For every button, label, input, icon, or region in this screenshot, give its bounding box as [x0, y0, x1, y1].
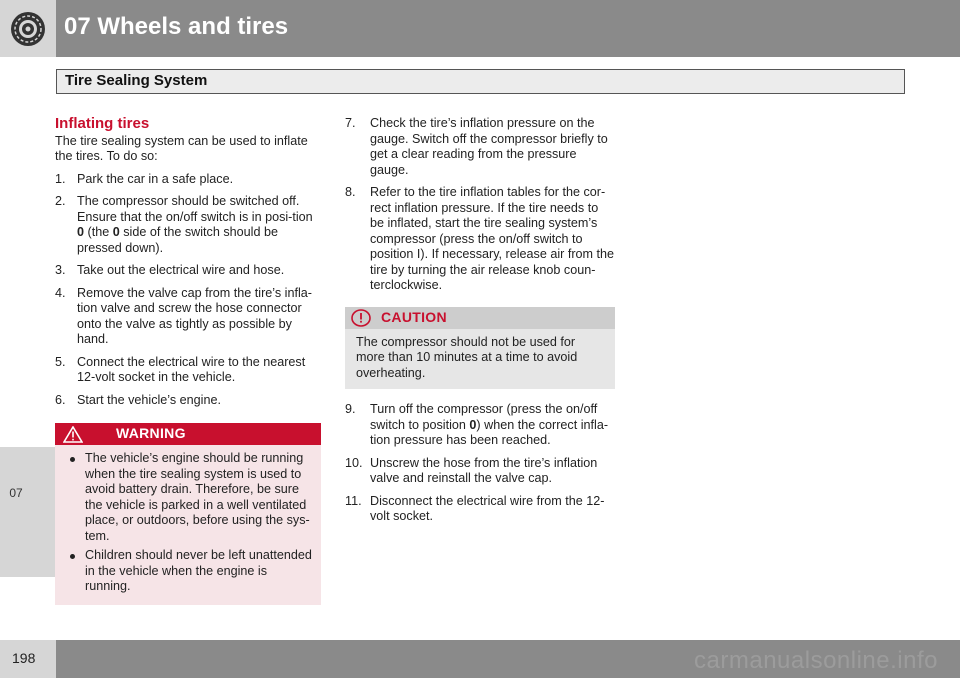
- left-column: [55, 116, 321, 605]
- chapter-side-tab-label: 07: [9, 486, 23, 500]
- caution-exclamation-icon: [351, 309, 371, 327]
- caution-box: [345, 307, 615, 390]
- list-item: 2. The compressor should be switched off. Ensure that the on/off switch is in posi-tion 0 (the 0 side of the switch should be pressed down).: [55, 194, 313, 255]
- warning-header: [55, 423, 321, 445]
- caution-header: [345, 307, 615, 329]
- list-item: 7. Check the tire’s inflation pressure on the gauge. Switch off the compressor briefly to get a clear reading from the pressure gauge.: [345, 116, 608, 177]
- section-heading: Inflating tires: [55, 115, 150, 132]
- list-item: 11. Disconnect the electrical wire from the 12-volt socket.: [345, 493, 605, 523]
- warning-triangle-icon: [63, 426, 83, 443]
- steps-list-left: [55, 172, 321, 409]
- list-item: 9. Turn off the compressor (press the on/off switch to position 0) when the correct infla-tion pressure has been reached.: [345, 402, 609, 447]
- warning-box: [55, 423, 321, 605]
- watermark-text: carmanualsonline.info: [694, 647, 938, 674]
- list-item: 4. Remove the valve cap from the tire’s infla-tion valve and screw the hose connector onto the valve as tightly as possible by hand.: [55, 285, 312, 346]
- chapter-side-tab[interactable]: [0, 447, 56, 577]
- list-item: Children should never be left unattended in the vehicle when the engine is running.: [63, 548, 313, 595]
- intro-paragraph: The tire sealing system can be used to inflate the tires. To do so:: [55, 133, 308, 163]
- list-item: 1. Park the car in a safe place.: [55, 171, 234, 186]
- right-column: [345, 116, 615, 525]
- caution-title: CAUTION: [381, 308, 447, 325]
- list-item: 5. Connect the electrical wire to the nearest 12-volt socket in the vehicle.: [55, 354, 306, 384]
- list-item: 8. Refer to the tire inflation tables for the cor-rect inflation pressure. If the tire needs to be inflated, start the tire sealing system’s compressor (press the on/off switch to position I). If necessary, release air from the tire by turning the air release knob coun-terclockwise.: [345, 185, 615, 292]
- list-item: 10. Unscrew the hose from the tire’s inflation valve and reinstall the valve cap.: [345, 455, 598, 485]
- steps-list-right-a: [345, 116, 615, 294]
- list-item: The vehicle’s engine should be running when the tire sealing system is used to avoid battery drain. Therefore, be sure the vehicle is parked in a well ventilated place, or outdoors, before using the sys-tem.: [63, 451, 313, 544]
- chapter-title: 07 Wheels and tires: [64, 13, 289, 40]
- section-title: Tire Sealing System: [65, 72, 208, 89]
- list-item: 3. Take out the electrical wire and hose.: [55, 263, 285, 277]
- header-icon-box: [0, 0, 56, 57]
- section-bar: [56, 69, 905, 94]
- warning-title: WARNING: [116, 425, 186, 441]
- warning-bullets: [63, 451, 313, 595]
- caution-body: The compressor should not be used for more than 10 minutes at a time to avoid overheating.: [356, 334, 578, 380]
- list-item: 6. Start the vehicle’s engine.: [55, 392, 221, 407]
- page-number: 198: [12, 650, 36, 666]
- tire-icon: [9, 10, 47, 48]
- warning-body: [55, 445, 321, 605]
- steps-list-right-b: [345, 402, 615, 525]
